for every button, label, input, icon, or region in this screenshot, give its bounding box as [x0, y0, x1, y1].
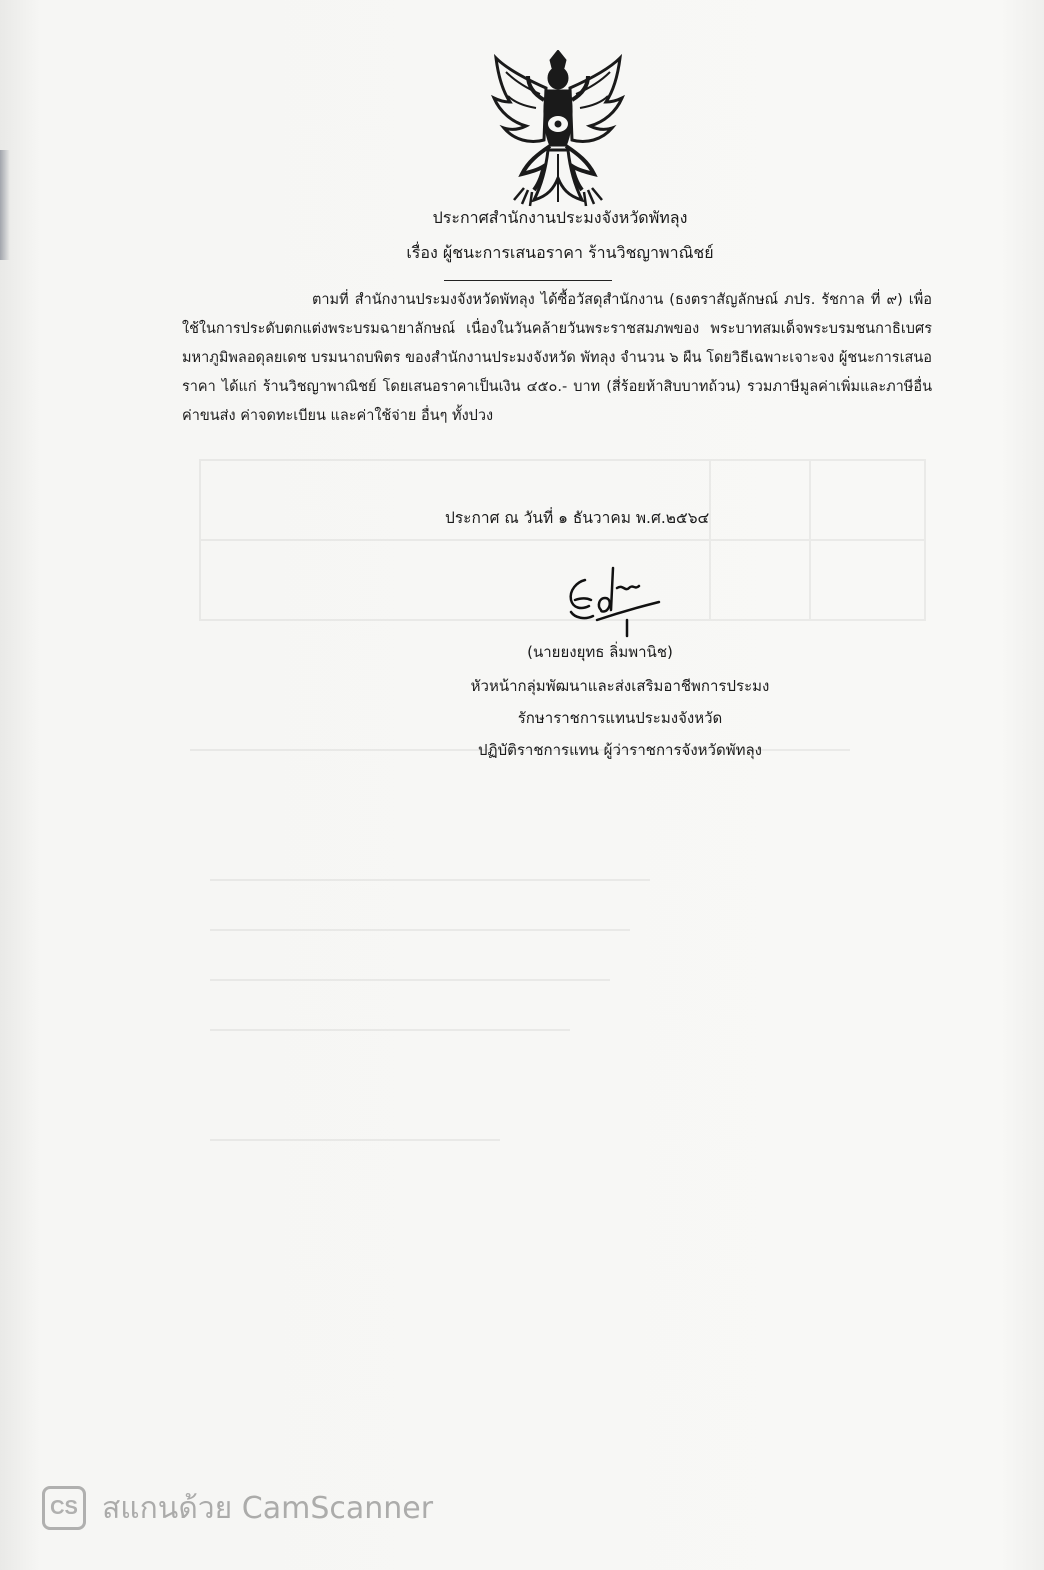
document-subject: เรื่อง ผู้ชนะการเสนอราคา ร้านวิชญาพาณิชย์ [406, 243, 714, 262]
scan-edge-shadow [0, 150, 10, 260]
body-paragraph: ตามที่ สำนักงานประมงจังหวัดพัทลุง ได้ซื้อวัสดุสำนักงาน (ธงตราสัญลักษณ์ ภปร. รัชกาล ที่ ๙) เพื่อใช้ในการประดับตกแต่งพระบรมฉายาลักษณ์ เนื่องในวันคล้ายวันพระราชสมภพของ พระบาทสมเด็จพระบรมชนกาธิเบศร มหาภูมิพลอดุลยเดช บรมนาถบพิตร ของสำนักงานประมงจังหวัด พัทลุง จำนวน ๖ ผืน โดยวิธีเฉพาะเจาะจง ผู้ชนะการเสนอราคา ได้แก่ ร้านวิชญาพาณิชย์ โดยเสนอราคาเป็นเงิน ๔๕๐.- บาท (สี่ร้อยห้าสิบบาทถ้วน) รวมภาษีมูลค่าเพิ่มและภาษีอื่น ค่าขนส่ง ค่าจดทะเบียน และค่าใช้จ่าย อื่นๆ ทั้งปวง [182, 292, 932, 424]
signatory-position-2: รักษาราชการแทนประมงจังหวัด [517, 709, 723, 727]
camscanner-watermark [42, 1485, 433, 1531]
garuda-emblem-icon [488, 50, 628, 210]
camscanner-logo-icon: CS [42, 1486, 86, 1530]
signatory-position-3: ปฏิบัติราชการแทน ผู้ว่าราชการจังหวัดพัทลุง [478, 741, 762, 759]
bleed-through-marks [150, 450, 940, 1270]
signatory-position-1: หัวหน้ากลุ่มพัฒนาและส่งเสริมอาชีพการประมง [470, 677, 770, 695]
document-title: ประกาศสำนักงานประมงจังหวัดพัทลุง [432, 208, 688, 227]
handwritten-signature [555, 560, 665, 645]
announcement-date: ประกาศ ณ วันที่ ๑ ธันวาคม พ.ศ.๒๕๖๔ [445, 509, 710, 527]
signatory-name: (นายยงยุทธ ลิ่มพานิช) [527, 643, 673, 661]
camscanner-text: สแกนด้วย CamScanner [102, 1490, 434, 1526]
title-divider [444, 280, 612, 281]
